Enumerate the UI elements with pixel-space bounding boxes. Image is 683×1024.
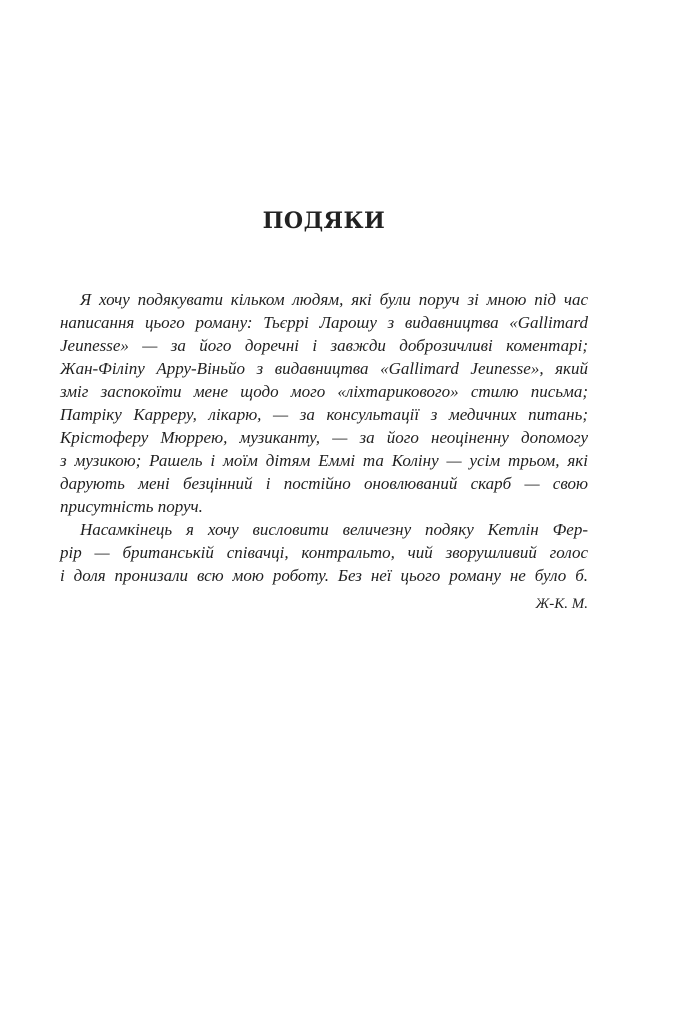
text-line: зміг заспокоїти мене щодо мого «ліхтарикового» стилю письма;	[60, 382, 588, 401]
acknowledgements-text	[60, 288, 588, 587]
text-line: і доля пронизали всю мою роботу. Без неї цього роману не було б.	[60, 566, 588, 585]
text-line: дарують мені безцінний і постійно оновлюваний скарб — свою	[60, 474, 588, 493]
text-line: Патріку Карреру, лікарю, — за консультації з медичних питань;	[60, 405, 588, 424]
text-line: Насамкінець я хочу висловити величезну подяку Кетлін Фер-	[80, 520, 588, 539]
text-line: рір — британській співачці, контральто, чий зворушливий голос	[60, 543, 588, 562]
text-line: присутність поруч.	[60, 497, 203, 516]
text-line: Жан-Філіпу Арру-Віньйо з видавництва «Gallimard Jeunesse», який	[60, 359, 588, 378]
text-line: Jeunesse» — за його доречні і завжди доброзичливі коментарі;	[60, 336, 588, 355]
paragraph-2	[60, 518, 588, 587]
author-signature: Ж-К. М.	[535, 596, 588, 612]
text-line: Я хочу подякувати кільком людям, які були поруч зі мною під час	[80, 290, 588, 309]
paragraph-1	[60, 288, 588, 518]
text-line: написання цього роману: Тьєррі Ларошу з видавництва «Gallimard	[60, 313, 588, 332]
text-line: з музикою; Рашель і моїм дітям Еммі та Коліну — усім трьом, які	[60, 451, 588, 470]
text-line: Крістоферу Мюррею, музиканту, — за його неоціненну допомогу	[60, 428, 588, 447]
page-title: ПОДЯКИ	[262, 208, 386, 234]
